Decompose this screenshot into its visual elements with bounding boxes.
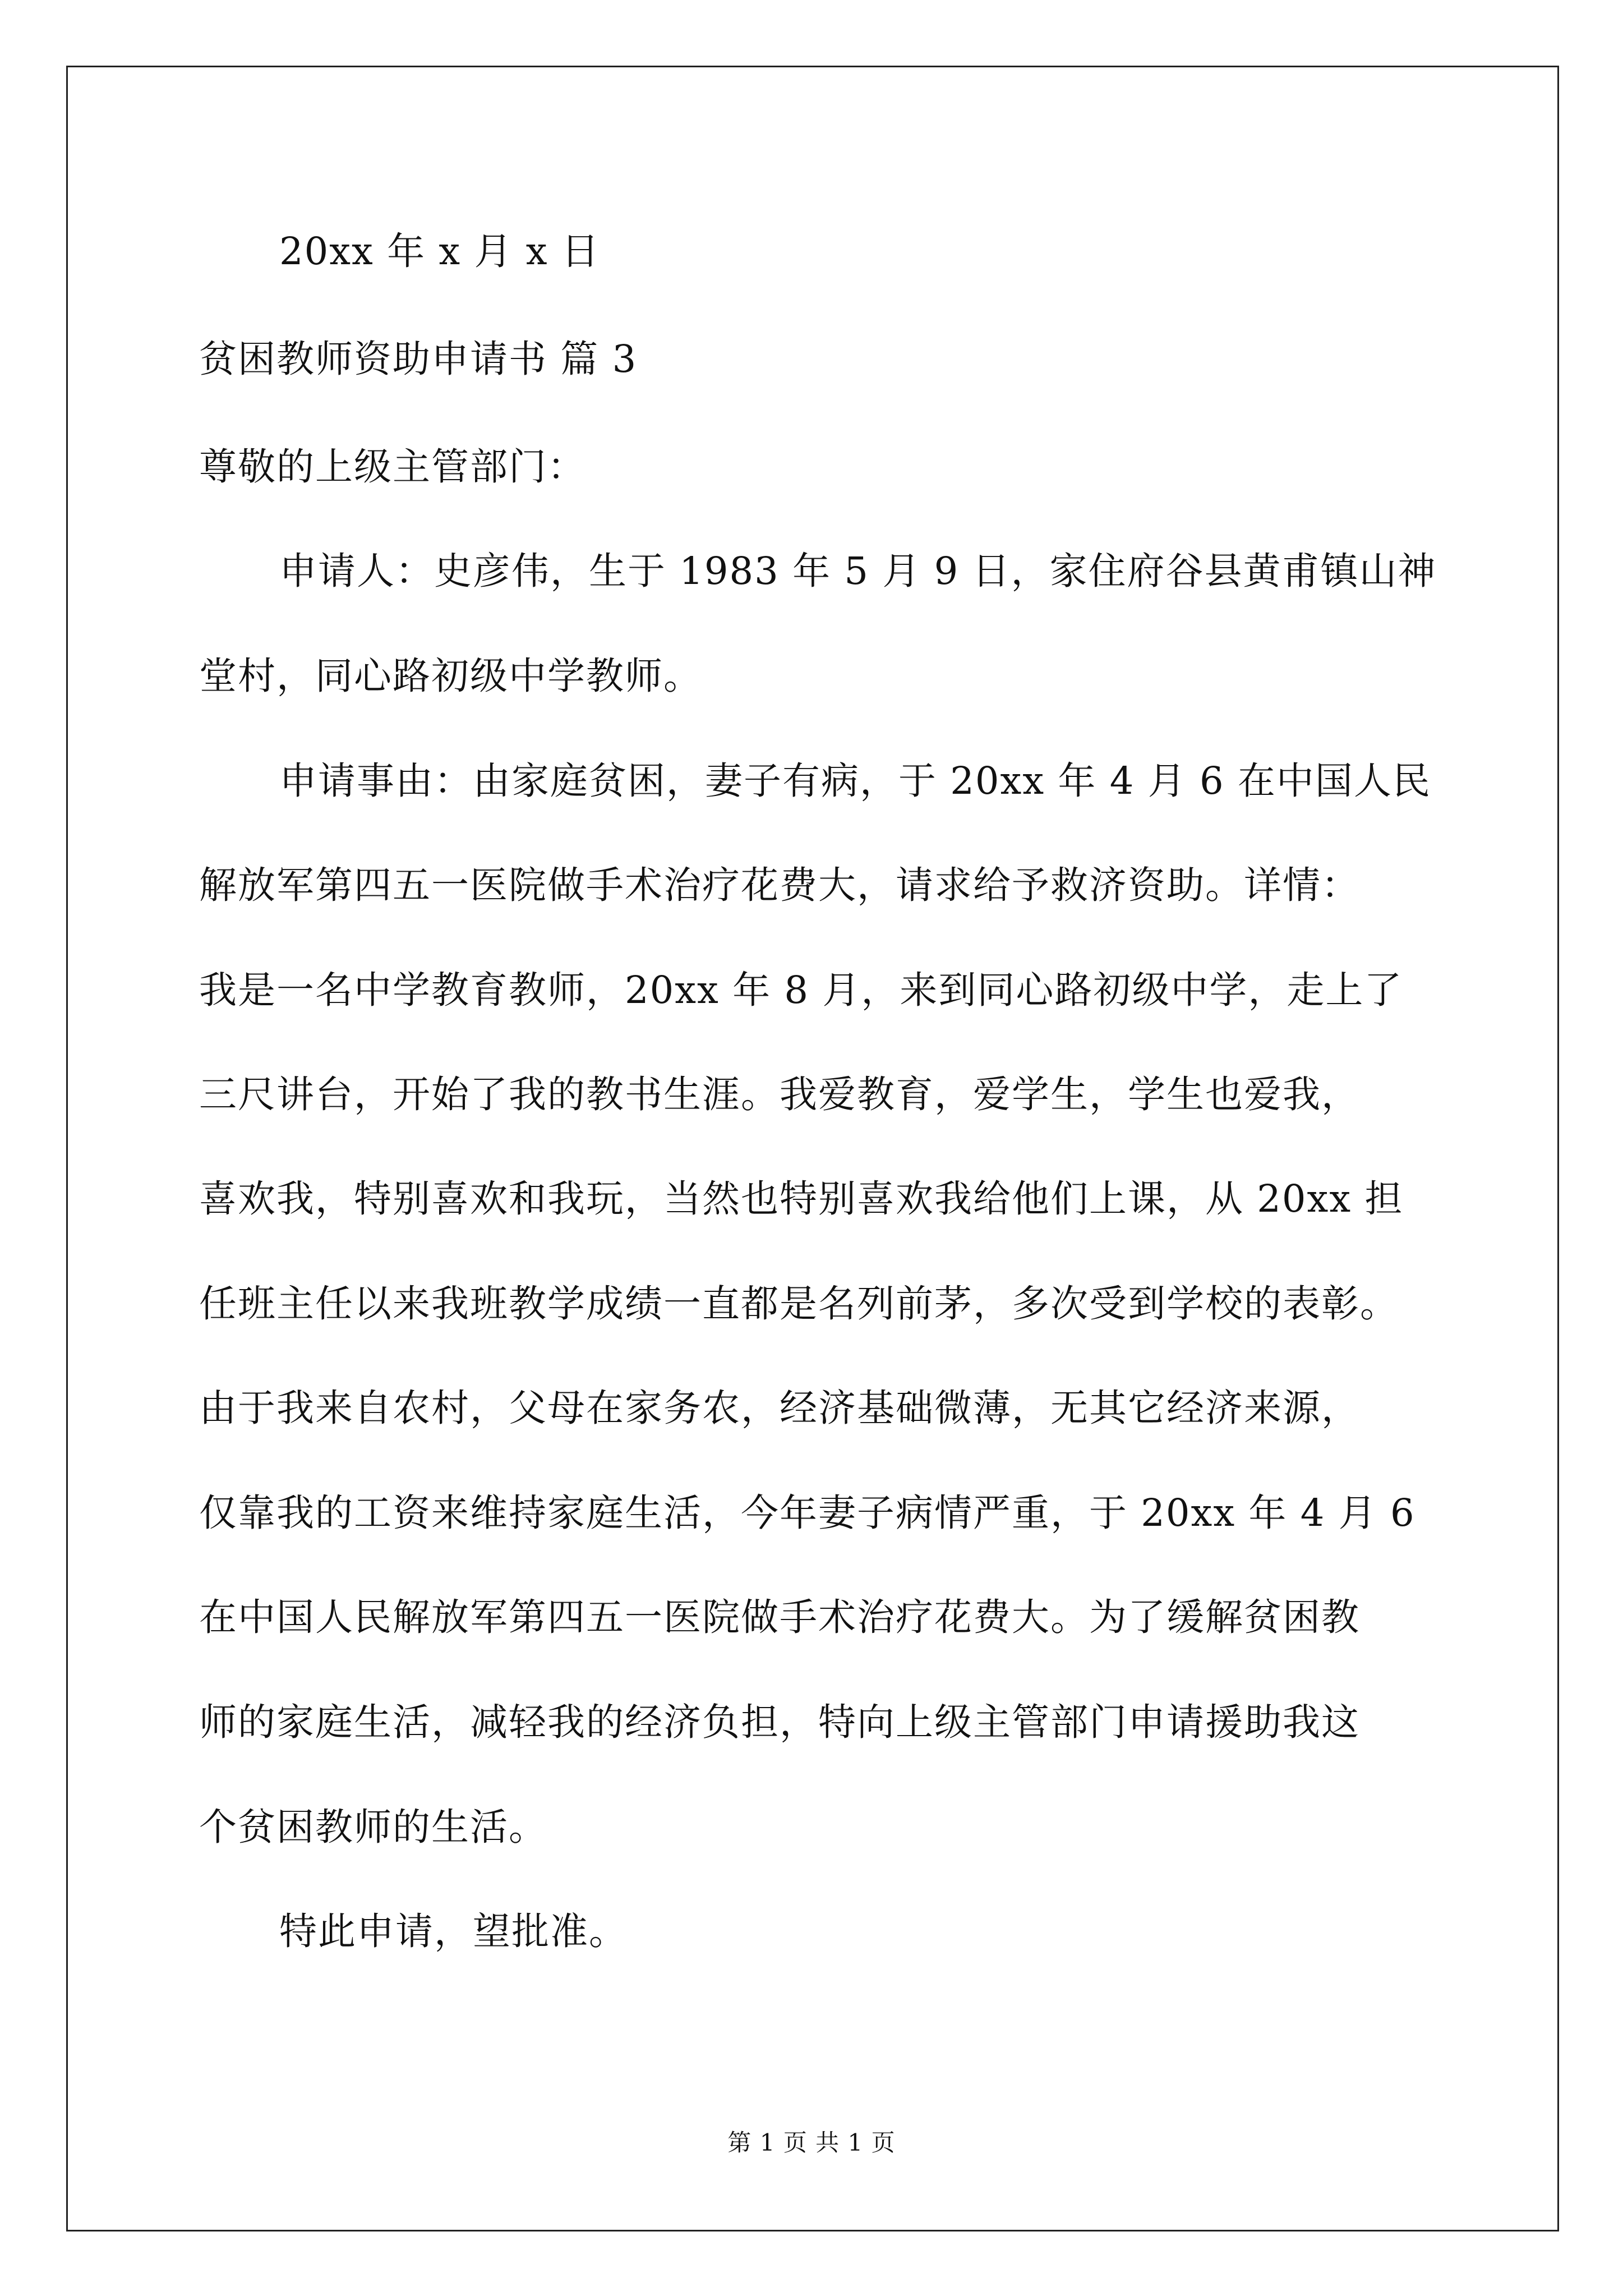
applicant-paragraph-line: 申请人：史彦伟，生于 1983 年 5 月 9 日，家住府谷县黄甫镇山神 [279, 549, 1437, 593]
reason-paragraph-line: 由于我来自农村，父母在家务农，经济基础微薄，无其它经济来源， [199, 1386, 1360, 1430]
reason-paragraph-line: 任班主任以来我班教学成绩一直都是名列前茅，多次受到学校的表彰。 [199, 1282, 1399, 1326]
applicant-paragraph-line: 堂村，同心路初级中学教师。 [199, 654, 702, 698]
reason-paragraph-line: 三尺讲台，开始了我的教书生涯。我爱教育，爱学生，学生也爱我， [199, 1073, 1360, 1116]
reason-paragraph-line: 申请事由：由家庭贫困，妻子有病，于 20xx 年 4 月 6 在中国人民 [279, 759, 1431, 803]
reason-paragraph-line: 个贫困教师的生活。 [199, 1805, 547, 1849]
page-footer: 第 1 页 共 1 页 [727, 2129, 896, 2156]
section-heading: 贫困教师资助申请书 篇 3 [199, 337, 638, 381]
reason-paragraph-line: 喜欢我，特别喜欢和我玩，当然也特别喜欢我给他们上课，从 20xx 担 [199, 1177, 1404, 1221]
page-border [66, 66, 1559, 2231]
reason-paragraph-line: 仅靠我的工资来维持家庭生活，今年妻子病情严重，于 20xx 年 4 月 6 [199, 1491, 1415, 1535]
closing-line: 特此申请，望批准。 [279, 1910, 628, 1953]
reason-paragraph-line: 师的家庭生活，减轻我的经济负担，特向上级主管部门申请援助我这 [199, 1700, 1360, 1744]
reason-paragraph-line: 在中国人民解放军第四五一医院做手术治疗花费大。为了缓解贫困教 [199, 1595, 1360, 1639]
reason-paragraph-line: 解放军第四五一医院做手术治疗花费大，请求给予救济资助。详情： [199, 863, 1360, 907]
salutation: 尊敬的上级主管部门： [199, 445, 586, 489]
reason-paragraph-line: 我是一名中学教育教师，20xx 年 8 月，来到同心路初级中学，走上了 [199, 968, 1403, 1012]
date-line: 20xx 年 x 月 x 日 [279, 229, 600, 273]
